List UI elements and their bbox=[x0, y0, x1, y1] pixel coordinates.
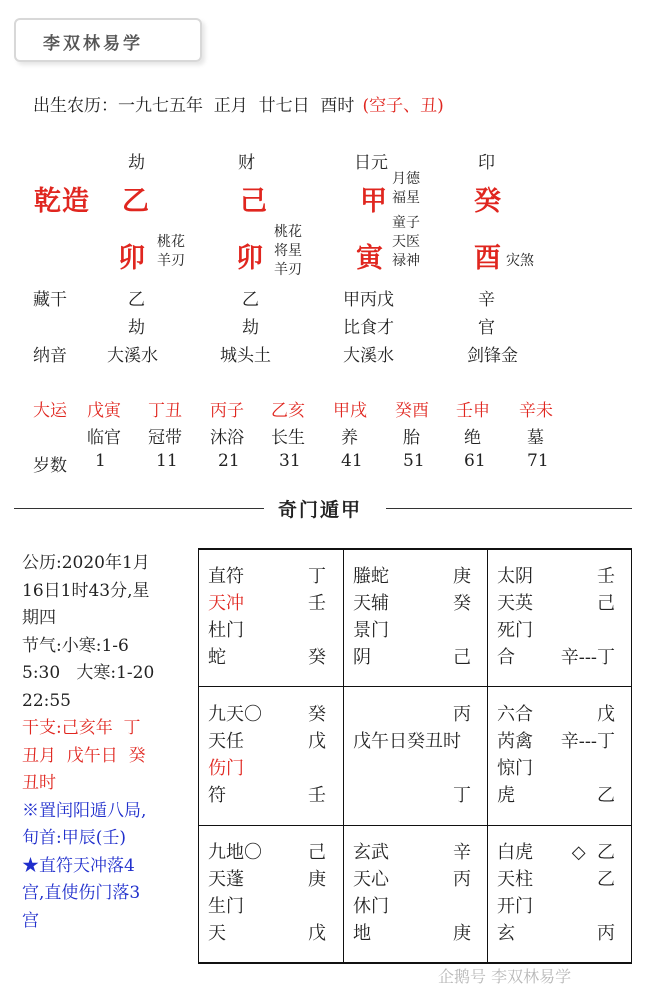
palace-row bbox=[208, 616, 332, 642]
ju-line: ※置闰阳遁八局, bbox=[22, 800, 147, 821]
stars-month bbox=[274, 223, 302, 280]
palace-row-left: 天冲 bbox=[208, 593, 244, 614]
branch-hour: 酉 bbox=[474, 243, 501, 274]
palace-row bbox=[497, 589, 621, 615]
star: 月德 bbox=[392, 171, 420, 187]
palace-row-right: 庚 bbox=[308, 869, 326, 890]
palace-5 bbox=[353, 700, 487, 830]
palace-row-right: 癸 bbox=[453, 593, 471, 614]
palace-row-left: 芮禽 bbox=[497, 731, 533, 752]
birth-line bbox=[33, 91, 444, 116]
palace-row bbox=[208, 865, 332, 891]
stem-day: 甲 bbox=[360, 186, 387, 217]
palace-row bbox=[497, 754, 621, 780]
palace-row-left: 蛇 bbox=[208, 647, 226, 668]
dayun-age: 51 bbox=[403, 451, 425, 471]
birth-date: 一九七五年 正月 廿七日 酉时 bbox=[118, 96, 355, 116]
chart-info bbox=[22, 550, 182, 935]
ten-god-day: 日元 bbox=[354, 153, 388, 173]
ganzhi-line: 干支:己亥年 丁 bbox=[22, 718, 141, 738]
palace-row bbox=[353, 892, 477, 918]
palace-row bbox=[497, 838, 621, 864]
ju-line: 宫 bbox=[22, 910, 39, 931]
palace-row-right: 壬 bbox=[308, 785, 326, 806]
branch-year: 卯 bbox=[118, 243, 145, 274]
dayun-ganzhi: 戊寅 bbox=[87, 401, 121, 421]
ju-line: 旬首:甲辰(壬) bbox=[22, 828, 126, 848]
palace-row bbox=[353, 562, 477, 588]
palace-row bbox=[497, 727, 621, 753]
palace-row-left: 惊门 bbox=[497, 758, 533, 779]
palace-row bbox=[497, 919, 621, 945]
dayun-ganzhi: 辛未 bbox=[519, 401, 553, 421]
stem-month: 己 bbox=[240, 186, 267, 217]
palace-row-left: 戊午日癸丑时 bbox=[353, 731, 461, 752]
dayun-ganzhi: 甲戌 bbox=[333, 401, 367, 421]
star: 将星 bbox=[274, 243, 302, 259]
palace-row-right: 丙 bbox=[597, 923, 615, 944]
palace-row-right: 丁 bbox=[308, 566, 326, 587]
star: 羊刃 bbox=[157, 253, 185, 269]
nayin-year: 大溪水 bbox=[107, 346, 158, 366]
star: 灾煞 bbox=[506, 253, 534, 269]
palace-row bbox=[208, 754, 332, 780]
hidden-day: 甲丙戊 bbox=[343, 290, 394, 310]
info-line: 期四 bbox=[22, 608, 56, 628]
palace-row-left: 六合 bbox=[497, 704, 533, 725]
palace-row-right: 辛---丁 bbox=[560, 647, 615, 668]
palace-6 bbox=[497, 700, 631, 830]
info-line: 公历:2020年1月 bbox=[22, 553, 150, 573]
branch-month: 卯 bbox=[236, 243, 263, 274]
palace-row bbox=[353, 781, 477, 807]
dayun-state: 胎 bbox=[403, 428, 420, 448]
grid-line bbox=[631, 548, 632, 964]
palace-row bbox=[497, 892, 621, 918]
palace-row bbox=[208, 727, 332, 753]
palace-row-left: 符 bbox=[208, 785, 226, 806]
palace-row-left: 天辅 bbox=[353, 593, 389, 614]
dayun-age: 11 bbox=[156, 451, 178, 471]
info-line: 22:55 bbox=[22, 690, 71, 711]
palace-row bbox=[497, 865, 621, 891]
palace-row bbox=[353, 589, 477, 615]
info-line: 16日1时43分,星 bbox=[22, 580, 150, 601]
nayin-label: 纳音 bbox=[33, 346, 67, 366]
hidden-year: 乙 bbox=[128, 290, 145, 310]
palace-row-left: 杜门 bbox=[208, 620, 244, 641]
palace-row-right: 辛 bbox=[453, 842, 471, 863]
palace-row-left: 景门 bbox=[353, 620, 389, 641]
dayun-state: 绝 bbox=[464, 428, 481, 448]
palace-row-left: 天 bbox=[208, 923, 226, 944]
palace-row bbox=[353, 700, 477, 726]
palace-row-right: 己 bbox=[453, 647, 471, 668]
palace-row-right: 壬 bbox=[597, 566, 615, 587]
hidden-label: 藏干 bbox=[33, 290, 67, 310]
star: 童子 bbox=[392, 215, 420, 231]
grid-line bbox=[198, 548, 632, 550]
dayun-age: 31 bbox=[279, 451, 301, 471]
palace-row bbox=[353, 643, 477, 669]
dayun-age: 61 bbox=[464, 451, 486, 471]
palace-row bbox=[208, 781, 332, 807]
nine-palace-grid bbox=[198, 548, 632, 964]
palace-row-right: 乙 bbox=[597, 785, 615, 806]
palace-row-left: 地 bbox=[353, 923, 371, 944]
palace-2 bbox=[353, 562, 487, 692]
palace-row bbox=[497, 781, 621, 807]
dayun-state: 墓 bbox=[527, 428, 544, 448]
info-line: 5:30 大寒:1-20 bbox=[22, 663, 155, 683]
divider-right bbox=[386, 508, 632, 509]
watermark: 企鹅号 李双林易学 bbox=[438, 967, 572, 986]
divider-left bbox=[14, 508, 264, 509]
palace-row-left: 玄武 bbox=[353, 842, 389, 863]
palace-row-left: 休门 bbox=[353, 896, 389, 917]
dayun-ganzhi: 癸酉 bbox=[395, 401, 429, 421]
palace-row-left: 开门 bbox=[497, 896, 533, 917]
palace-row-right: 己 bbox=[597, 593, 615, 614]
palace-row-left: 九地〇 bbox=[208, 842, 262, 863]
palace-row-right: 癸 bbox=[308, 647, 326, 668]
nayin-day: 大溪水 bbox=[343, 346, 394, 366]
palace-row-left: 天心 bbox=[353, 869, 389, 890]
palace-row-left: 太阴 bbox=[497, 566, 533, 587]
star: 桃花 bbox=[274, 224, 302, 240]
palace-3 bbox=[497, 562, 631, 692]
palace-row-left: 死门 bbox=[497, 620, 533, 641]
stem-stars-day bbox=[392, 170, 420, 208]
dayun-label: 大运 bbox=[33, 401, 67, 421]
palace-row-right: 丁 bbox=[453, 785, 471, 806]
palace-row bbox=[353, 865, 477, 891]
dayun-ganzhi: 丙子 bbox=[210, 401, 244, 421]
dayun-ganzhi: 乙亥 bbox=[271, 401, 305, 421]
palace-row bbox=[208, 700, 332, 726]
palace-row bbox=[497, 616, 621, 642]
palace-row-left: 天蓬 bbox=[208, 869, 244, 890]
dayun-state: 临官 bbox=[87, 428, 121, 448]
palace-row-right: 己 bbox=[308, 842, 326, 863]
dayun-state: 冠带 bbox=[148, 428, 182, 448]
palace-9 bbox=[497, 838, 631, 968]
palace-row-right: 丙 bbox=[453, 704, 471, 725]
dayun-age: 71 bbox=[527, 451, 549, 471]
palace-row-left: 天英 bbox=[497, 593, 533, 614]
palace-row bbox=[208, 838, 332, 864]
palace-row bbox=[353, 838, 477, 864]
palace-row-left: 生门 bbox=[208, 896, 244, 917]
dayun-age: 1 bbox=[95, 451, 106, 471]
palace-row bbox=[353, 616, 477, 642]
palace-row-right: 庚 bbox=[453, 566, 471, 587]
dayun-state: 沐浴 bbox=[210, 428, 244, 448]
palace-row-left: 白虎 bbox=[497, 842, 533, 863]
palace-row-left: 伤门 bbox=[208, 758, 244, 779]
star: 天医 bbox=[392, 234, 420, 250]
palace-row bbox=[208, 562, 332, 588]
palace-row bbox=[497, 562, 621, 588]
palace-1 bbox=[208, 562, 342, 692]
star: 禄神 bbox=[392, 253, 420, 269]
branch-day: 寅 bbox=[356, 243, 383, 274]
ganzhi-line: 丑月 戊午日 癸 bbox=[22, 745, 146, 766]
hidden-god-day: 比食才 bbox=[343, 318, 394, 338]
logo-text: 李双林易学 bbox=[43, 34, 143, 54]
dayun-ganzhi: 壬申 bbox=[456, 401, 490, 421]
ju-line: ★直符天冲落4 bbox=[22, 855, 135, 876]
dayun-state: 长生 bbox=[271, 428, 305, 448]
hidden-month: 乙 bbox=[242, 290, 259, 310]
palace-row-right: 戊 bbox=[308, 731, 326, 752]
palace-row bbox=[208, 919, 332, 945]
age-label: 岁数 bbox=[33, 456, 67, 476]
dayun-state: 养 bbox=[341, 428, 358, 448]
palace-row-left: 螣蛇 bbox=[353, 566, 389, 587]
palace-row-right: 壬 bbox=[308, 593, 326, 614]
ten-god-month: 财 bbox=[238, 153, 255, 173]
dayun-ganzhi: 丁丑 bbox=[148, 401, 182, 421]
palace-4 bbox=[208, 700, 342, 830]
dayun-age: 41 bbox=[341, 451, 363, 471]
palace-row-right: 辛---丁 bbox=[560, 731, 615, 752]
dayun-age: 21 bbox=[218, 451, 240, 471]
palace-row bbox=[208, 643, 332, 669]
grid-line bbox=[343, 548, 344, 964]
qimen-title: 奇门遁甲 bbox=[278, 499, 363, 521]
palace-row-right: 庚 bbox=[453, 923, 471, 944]
stem-year: 乙 bbox=[122, 186, 149, 217]
hidden-god-hour: 官 bbox=[478, 318, 495, 338]
palace-row-left: 直符 bbox=[208, 566, 244, 587]
hidden-god-year: 劫 bbox=[128, 318, 145, 338]
star: 桃花 bbox=[157, 234, 185, 250]
palace-row-left: 合 bbox=[497, 647, 515, 668]
star: 羊刃 bbox=[274, 262, 302, 278]
hidden-hour: 辛 bbox=[478, 290, 495, 310]
grid-line bbox=[198, 548, 199, 964]
logo-box bbox=[14, 18, 202, 62]
info-line: 节气:小寒:1-6 bbox=[22, 635, 129, 656]
palace-row-left: 九天〇 bbox=[208, 704, 262, 725]
birth-label: 出生农历： bbox=[33, 96, 118, 116]
palace-row bbox=[353, 727, 477, 753]
palace-7 bbox=[208, 838, 342, 968]
palace-row bbox=[497, 643, 621, 669]
kong-wang: (空子、丑) bbox=[362, 96, 444, 116]
palace-8 bbox=[353, 838, 487, 968]
palace-row-right: 戊 bbox=[597, 704, 615, 725]
stars-day bbox=[392, 214, 420, 271]
ten-god-year: 劫 bbox=[128, 153, 145, 173]
palace-row-left: 天任 bbox=[208, 731, 244, 752]
ganzhi-line: 丑时 bbox=[22, 773, 56, 793]
palace-row bbox=[497, 700, 621, 726]
palace-row bbox=[353, 754, 477, 780]
grid-line bbox=[487, 548, 488, 964]
nayin-month: 城头土 bbox=[220, 346, 271, 366]
palace-row-right: 乙 bbox=[597, 869, 615, 890]
palace-row-left: 天柱 bbox=[497, 869, 533, 890]
palace-row-right: 癸 bbox=[308, 704, 326, 725]
palace-row-right: 丙 bbox=[453, 869, 471, 890]
palace-row bbox=[208, 589, 332, 615]
qian-zao-label: 乾造 bbox=[34, 186, 90, 217]
palace-row-left: 虎 bbox=[497, 785, 515, 806]
stars-hour bbox=[506, 252, 534, 271]
ju-line: 宫,直使伤门落3 bbox=[22, 883, 141, 903]
palace-row bbox=[208, 892, 332, 918]
nayin-hour: 剑锋金 bbox=[467, 346, 518, 366]
ten-god-hour: 印 bbox=[478, 153, 495, 173]
palace-row-left: 玄 bbox=[497, 923, 515, 944]
palace-row-right: 戊 bbox=[308, 923, 326, 944]
palace-row-left: 阴 bbox=[353, 647, 371, 668]
stars-year bbox=[157, 233, 185, 271]
palace-row-right: ◇ 乙 bbox=[571, 842, 615, 863]
stem-hour: 癸 bbox=[474, 186, 501, 217]
star: 福星 bbox=[392, 190, 420, 206]
palace-row bbox=[353, 919, 477, 945]
hidden-god-month: 劫 bbox=[242, 318, 259, 338]
